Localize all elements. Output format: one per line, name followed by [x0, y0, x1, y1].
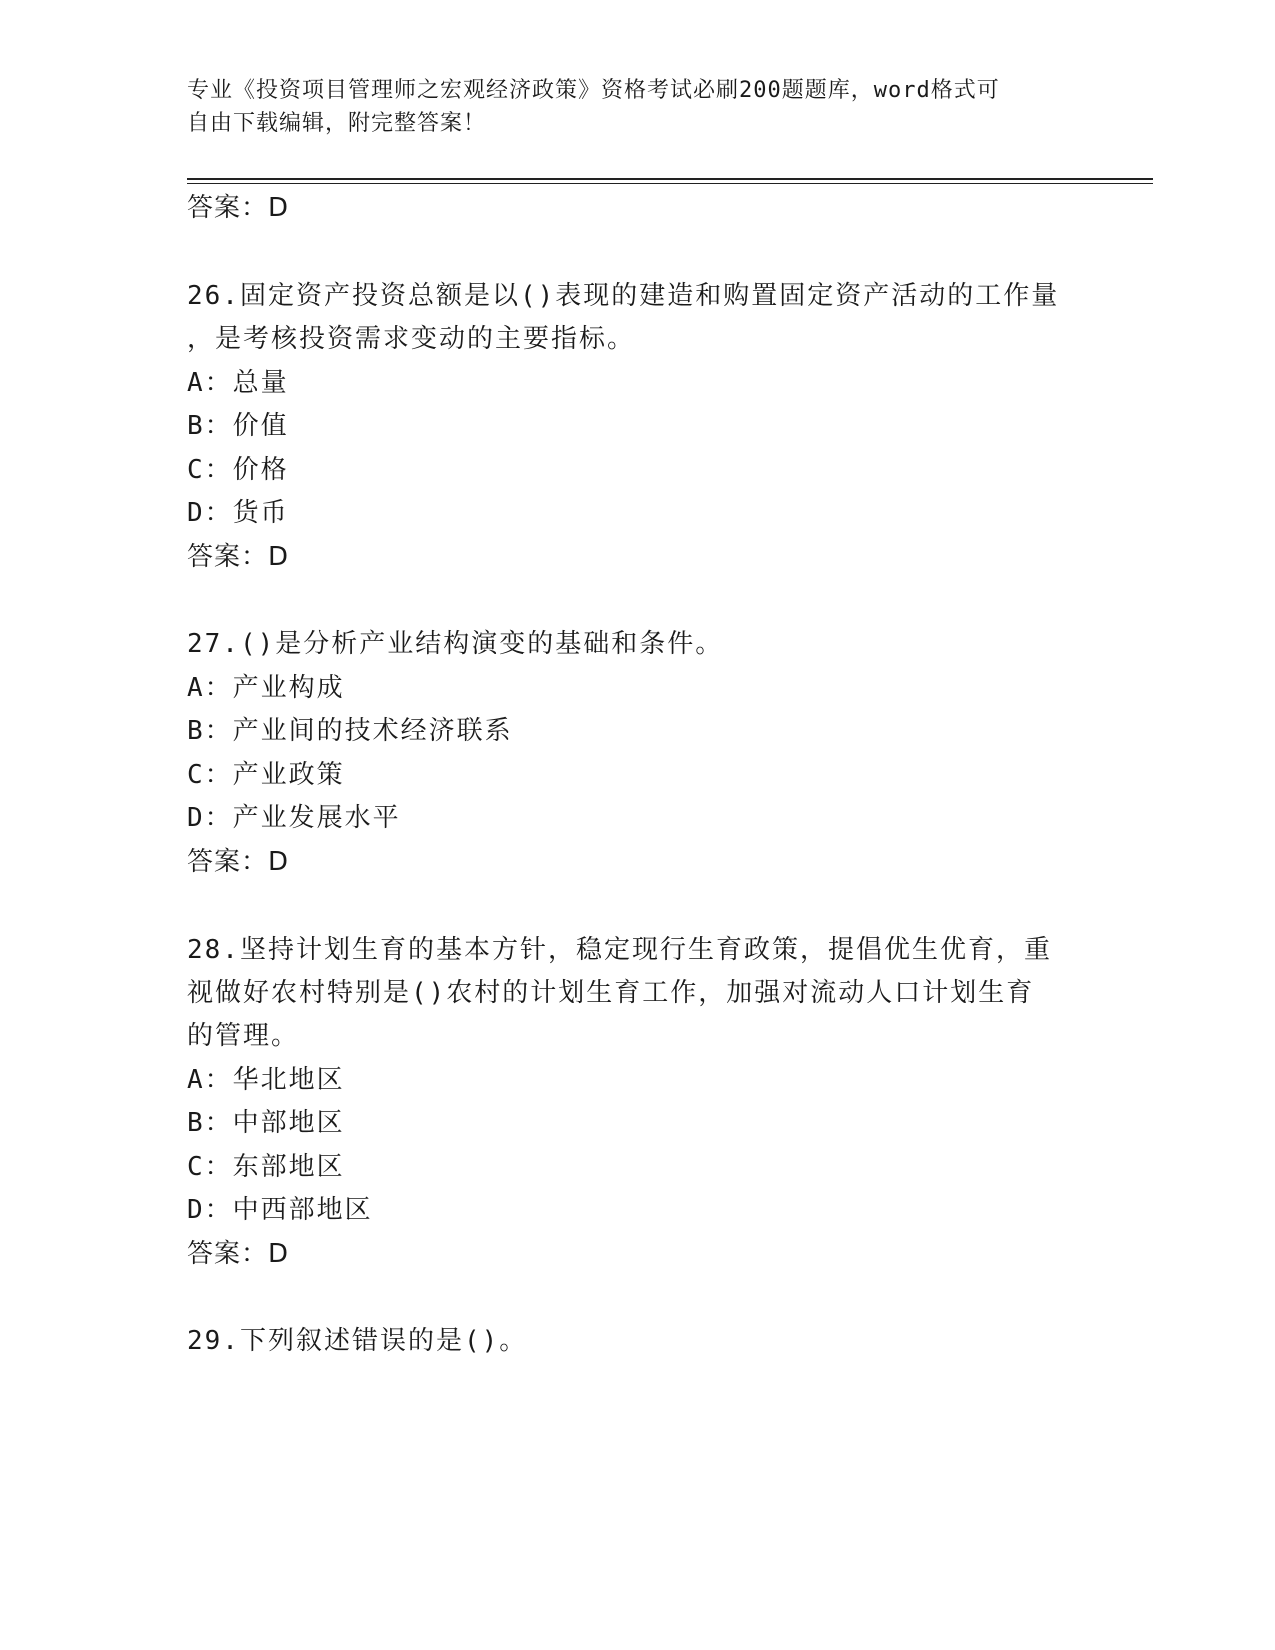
question-27-option-d: D：产业发展水平 — [187, 803, 401, 833]
question-27-text-line-1: 27.()是分析产业结构演变的基础和条件。 — [187, 629, 724, 659]
header-divider-thin — [187, 183, 1153, 184]
header-divider-thick — [187, 178, 1153, 180]
question-28-option-a: A：华北地区 — [187, 1065, 345, 1095]
header-line-2: 自由下载编辑，附完整答案！ — [187, 111, 487, 136]
question-26-option-b: B：价值 — [187, 411, 289, 441]
question-26-option-d: D：货币 — [187, 498, 289, 528]
header-line-1: 专业《投资项目管理师之宏观经济政策》资格考试必刷200题题库，word格式可 — [187, 78, 1000, 103]
answer-q27: 答案：D — [187, 847, 290, 877]
question-28-text-line-3: 的管理。 — [187, 1021, 300, 1051]
question-27-option-b: B：产业间的技术经济联系 — [187, 716, 513, 746]
question-26-text-line-1: 26.固定资产投资总额是以()表现的建造和购置固定资产活动的工作量 — [187, 281, 1060, 311]
question-28-option-c: C：东部地区 — [187, 1152, 345, 1182]
question-26-text-line-2: ，是考核投资需求变动的主要指标。 — [187, 324, 636, 354]
question-28-text-line-1: 28.坚持计划生育的基本方针，稳定现行生育政策，提倡优生优育，重 — [187, 935, 1052, 965]
document-header — [187, 74, 1087, 140]
answer-q28: 答案：D — [187, 1239, 290, 1269]
question-26-option-c: C：价格 — [187, 455, 289, 485]
question-29-text-line-1: 29.下列叙述错误的是()。 — [187, 1326, 528, 1356]
question-28-text-line-2: 视做好农村特别是()农村的计划生育工作，加强对流动人口计划生育 — [187, 978, 1035, 1008]
answer-q26: 答案：D — [187, 542, 290, 572]
question-26-option-a: A：总量 — [187, 368, 289, 398]
question-27-option-a: A：产业构成 — [187, 673, 345, 703]
answer-q25: 答案：D — [187, 193, 290, 223]
question-28-option-d: D：中西部地区 — [187, 1195, 373, 1225]
question-28-option-b: B：中部地区 — [187, 1108, 345, 1138]
question-27-option-c: C：产业政策 — [187, 760, 345, 790]
